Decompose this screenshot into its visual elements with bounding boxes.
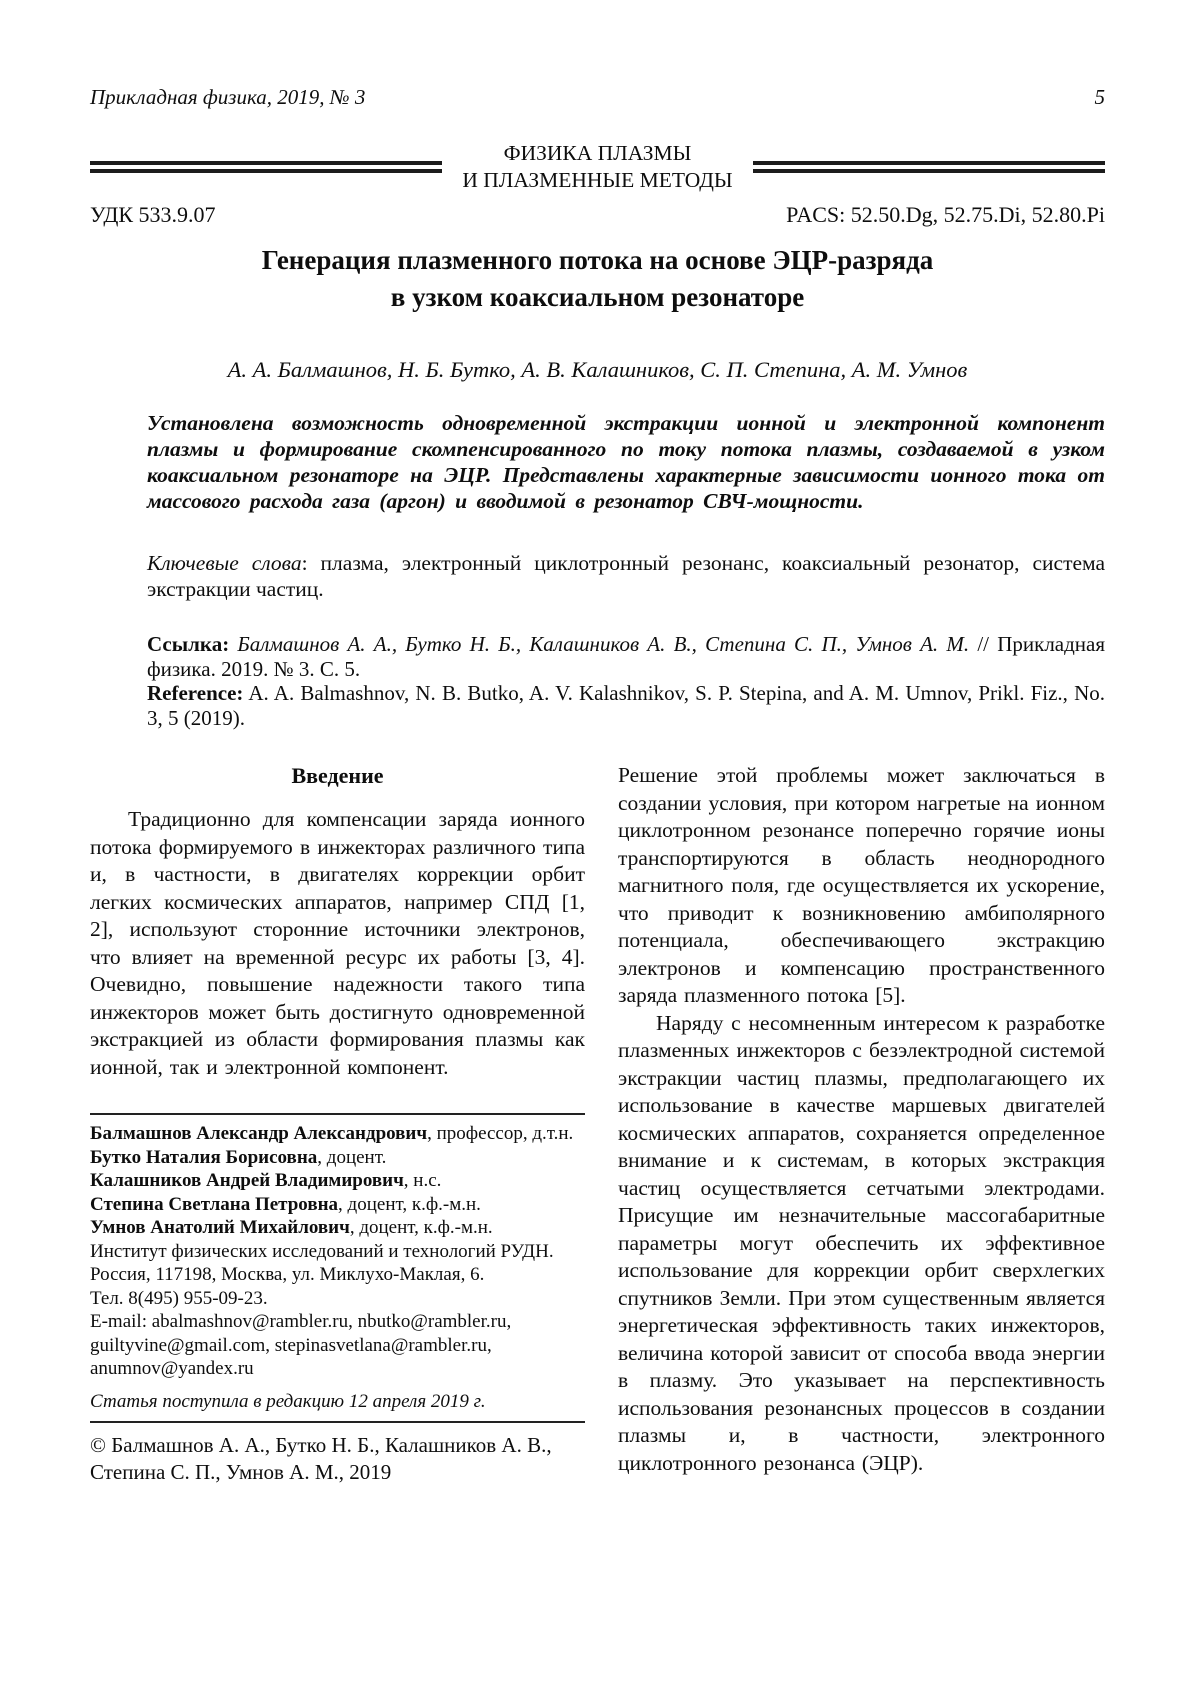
- footnote-author: [90, 1146, 585, 1170]
- copyright-line: © Балмашнов А. А., Бутко Н. Б., Калашников А. В., Степина С. П., Умнов А. М., 2019: [90, 1432, 552, 1484]
- footnote-author: [90, 1216, 585, 1240]
- section-title: [462, 140, 732, 194]
- right-column: [618, 762, 1105, 1477]
- citation-ru-authors: Балмашнов А. А., Бутко Н. Б., Калашников А. В., Степина С. П., Умнов А. М.: [237, 632, 970, 656]
- citation-russian: [147, 632, 1105, 681]
- pacs-code: PACS: 52.50.Dg, 52.75.Di, 52.80.Pi: [786, 202, 1105, 227]
- footnote-author-role: , профессор, д.т.н.: [427, 1123, 574, 1144]
- keywords-text: : плазма, электронный циклотронный резонанс, коаксиальный резонатор, система экстракции частиц.: [147, 551, 1106, 601]
- citation-ru-source: // Прикладная физика. 2019. № 3. С. 5.: [147, 632, 1106, 681]
- footnote-author: [90, 1193, 585, 1217]
- article-title: [90, 242, 1105, 316]
- footnote-author-name: Степина Светлана Петровна: [90, 1193, 339, 1215]
- journal-issue-line: Прикладная физика, 2019, № 3: [90, 85, 366, 109]
- section-title-line2: И ПЛАЗМЕННЫЕ МЕТОДЫ: [462, 168, 733, 192]
- citation-ru-label: Ссылка:: [147, 632, 230, 656]
- footnote-author-name: Балмашнов Александр Александрович: [90, 1123, 428, 1144]
- footnote-author-role: , доцент, к.ф.-м.н.: [338, 1193, 481, 1215]
- intro-heading: Введение: [291, 763, 384, 788]
- copyright-separator-rule: [90, 1421, 585, 1423]
- citation-english: [147, 681, 1105, 730]
- udc-code: УДК 533.9.07: [90, 202, 216, 227]
- footnote-institute: Институт физических исследований и технологий РУДН.: [90, 1240, 554, 1262]
- footnote-address: Россия, 117198, Москва, ул. Миклухо-Маклая, 6.: [90, 1264, 485, 1285]
- footnote-email: E-mail: abalmashnov@rambler.ru, nbutko@rambler.ru, guiltyvine@gmail.com, stepinasvetlana@rambler.ru, anumnov@yandex.ru: [90, 1311, 512, 1379]
- codes-row: [90, 202, 1105, 228]
- article-abstract: Установлена возможность одновременной экстракции ионной и электронной компонент плазмы и формирование скомпенсированного по току потока плазмы, создаваемой в узком коаксиальном резонаторе на ЭЦР. Представлены характерные зависимости ионного тока от массового расхода газа (аргон) и вводимой в резонатор СВЧ-мощности.: [147, 411, 1105, 513]
- footnote-separator-rule: [90, 1113, 585, 1115]
- body-paragraph-1: Решение этой проблемы может заключаться в создании условия, при котором нагретые на ионном циклотронном резонансе поперечно горячие ионы транспортируются в область неоднородного магнитного поля, где осуществляется их ускорение, что приводит к возникновению амбиполярного потенциала, обеспечивающего экстракцию электронов и компенсацию пространственного заряда плазменного потока [5].: [618, 763, 1105, 1007]
- intro-paragraph: Традиционно для компенсации заряда ионного потока формируемого в инжекторах различного типа и, в частности, в двигателях коррекции орбит легких космических аппаратов, например СПД [1, 2], используют сторонние источники электронов, что влияет на временной ресурс их работы [3, 4]. Очевидно, повышение надежности такого типа инжекторов может быть достигнуто одновременной экстракцией из области формирования плазмы как ионной, так и электронной компонент.: [90, 807, 585, 1079]
- footnote-author-role: , доцент, к.ф.-м.н.: [349, 1217, 493, 1238]
- received-date-line: Статья поступила в редакцию 12 апреля 2019 г.: [90, 1390, 486, 1412]
- footnote-author-name: Умнов Анатолий Михайлович: [90, 1217, 350, 1238]
- article-title-line2: в узком коаксиальном резонаторе: [390, 282, 805, 312]
- keywords-line: [147, 550, 1105, 602]
- footnote-author: [90, 1122, 585, 1146]
- footnote-author-name: Калашников Андрей Владимирович: [90, 1170, 404, 1191]
- footnote-author-name: Бутко Наталия Борисовна: [90, 1146, 318, 1168]
- keywords-label: Ключевые слова: [147, 551, 302, 575]
- article-authors: А. А. Балмашнов, Н. Б. Бутко, А. В. Калашников, С. П. Степина, А. М. Умнов: [227, 357, 968, 382]
- left-column: [90, 762, 585, 1486]
- citation-block: [147, 632, 1105, 730]
- section-title-line1: ФИЗИКА ПЛАЗМЫ: [503, 141, 692, 165]
- two-column-body: [90, 762, 1105, 1486]
- banner-rule-left: [90, 161, 442, 173]
- footnote-author: [90, 1169, 585, 1193]
- banner-rule-right: [753, 161, 1105, 173]
- citation-en-label: Reference:: [147, 681, 244, 705]
- section-banner: [90, 140, 1105, 194]
- article-title-line1: Генерация плазменного потока на основе ЭЦР-разряда: [261, 245, 934, 275]
- footnote-author-role: , н.с.: [403, 1170, 442, 1191]
- footnote-phone: Тел. 8(495) 955-09-23.: [90, 1287, 268, 1309]
- running-head: [90, 84, 1105, 110]
- page-content: [90, 0, 1105, 1486]
- body-paragraph-2: Наряду с несомненным интересом к разработке плазменных инжекторов с безэлектродной системой экстракции частиц плазмы, предполагающего их использование в качестве маршевых двигателей космических аппаратов, сохраняется определенное внимание и к системам, в которых экстракция частиц осуществляется сетчатыми электродами. Присущие им незначительные массогабаритные параметры могут обеспечить их эффективное использование для коррекции орбит сверхлегких спутников Земли. При этом существенным является энергетическая эффективность таких инжекторов, величина которой зависит от способа ввода энергии в плазму. Это указывает на перспективность использования резонансных процессов в создании плазмы и, в частности, электронного циклотронного резонанса (ЭЦР).: [618, 1010, 1105, 1475]
- authors-footnote: [90, 1122, 585, 1381]
- page-number: 5: [1094, 85, 1105, 109]
- citation-en-source: A. A. Balmashnov, N. B. Butko, A. V. Kalashnikov, S. P. Stepina, and A. M. Umnov, Prikl. Fiz., No. 3, 5 (2019).: [147, 681, 1106, 730]
- footnote-author-role: , доцент.: [317, 1146, 387, 1168]
